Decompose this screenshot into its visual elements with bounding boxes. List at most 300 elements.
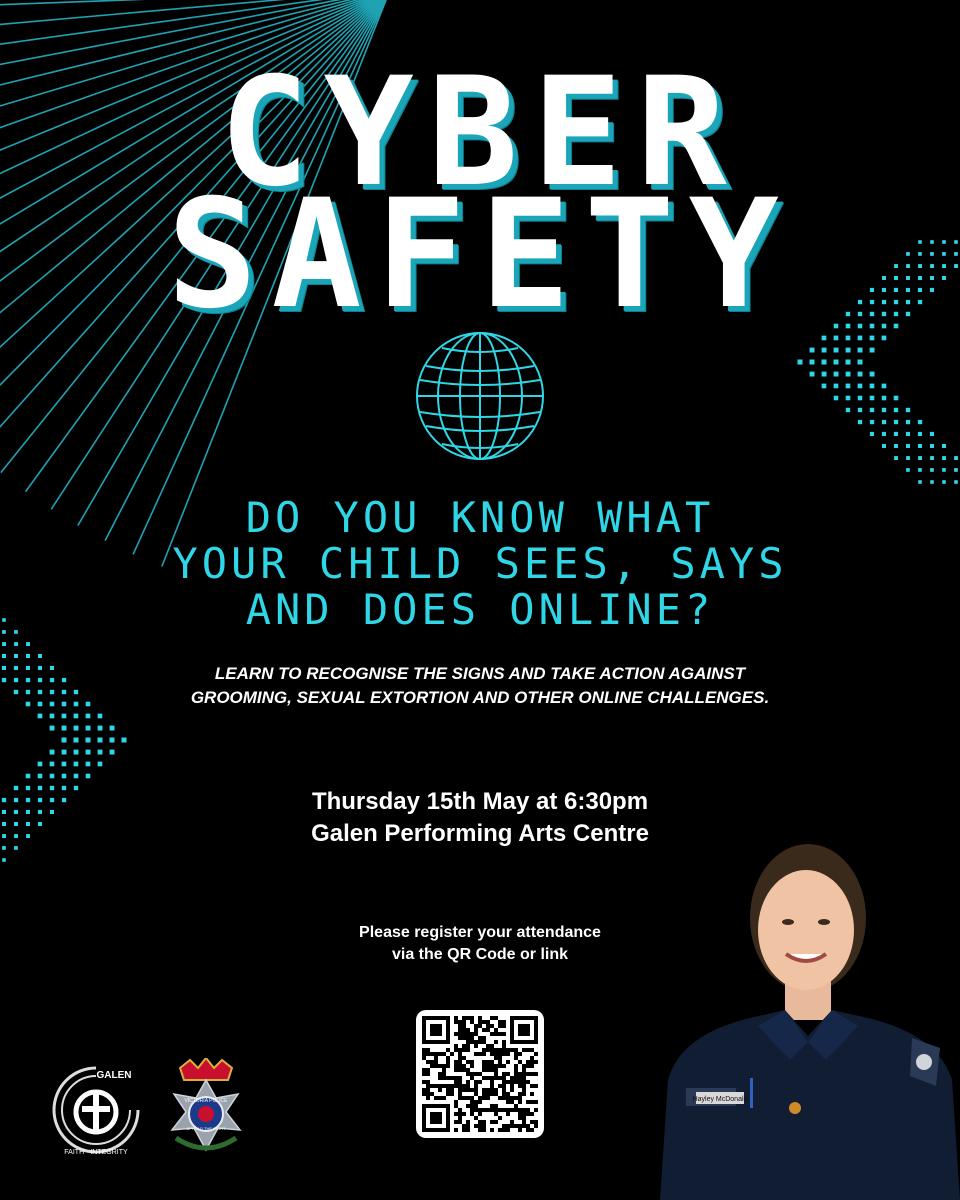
chevron-dot [26, 774, 31, 779]
qr-module [478, 1096, 482, 1100]
qr-module [534, 1052, 538, 1056]
qr-module [506, 1048, 510, 1052]
qr-module [426, 1048, 430, 1052]
qr-module [526, 1072, 530, 1076]
chevron-dot [870, 396, 875, 401]
chevron-dot [122, 738, 127, 743]
qr-module [478, 1112, 482, 1116]
qr-module [482, 1092, 486, 1096]
chevron-dot [834, 396, 839, 401]
qr-module [474, 1044, 478, 1048]
qr-module [470, 1064, 474, 1068]
qr-module [458, 1056, 462, 1060]
chevron-dot [26, 810, 30, 814]
qr-module [474, 1092, 478, 1096]
qr-module [510, 1120, 514, 1124]
qr-module [522, 1076, 526, 1080]
qr-module [514, 1108, 518, 1112]
qr-module [466, 1088, 470, 1092]
chevron-dot [50, 750, 55, 755]
qr-module [498, 1076, 502, 1080]
chevron-dot [810, 360, 815, 365]
qr-module [502, 1032, 506, 1036]
qr-module [478, 1100, 482, 1104]
qr-module [466, 1036, 470, 1040]
chevron-dot [858, 384, 863, 389]
qr-module [514, 1052, 518, 1056]
qr-module [446, 1076, 450, 1080]
qr-module [474, 1116, 478, 1120]
chevron-dot [26, 654, 30, 658]
qr-module [478, 1020, 482, 1024]
chevron-dot [870, 384, 875, 389]
qr-module [486, 1044, 490, 1048]
chevron-dot [846, 372, 851, 377]
chevron-dot [62, 750, 67, 755]
qr-module [446, 1064, 450, 1068]
qr-module [446, 1060, 450, 1064]
qr-module [430, 1064, 434, 1068]
qr-module [498, 1020, 502, 1024]
qr-module [498, 1060, 502, 1064]
subheadline-line-1: LEARN TO RECOGNISE THE SIGNS AND TAKE ACTION AGAINST [214, 664, 746, 683]
qr-module [454, 1100, 458, 1104]
qr-module [482, 1048, 486, 1052]
chevron-dot [882, 396, 887, 401]
qr-module [426, 1060, 430, 1064]
chevron-dot [918, 420, 922, 424]
qr-module [466, 1072, 470, 1076]
qr-module [490, 1088, 494, 1092]
subheadline-line-2: GROOMING, SEXUAL EXTORTION AND OTHER ONLINE CHALLENGES. [190, 688, 770, 707]
qr-module [466, 1060, 470, 1064]
chevron-dot [954, 468, 958, 472]
chevron-dot [930, 480, 934, 484]
chevron-dot [870, 348, 875, 353]
chevron-dot [930, 432, 934, 436]
qr-module [430, 1092, 434, 1096]
chevron-dot [918, 444, 922, 448]
qr-module [454, 1076, 458, 1080]
qr-module [522, 1116, 526, 1120]
qr-module [506, 1092, 510, 1096]
qr-module [470, 1016, 474, 1020]
qr-module [530, 1072, 534, 1076]
qr-module [450, 1084, 454, 1088]
qr-module [486, 1024, 490, 1028]
chevron-dot [930, 444, 934, 448]
qr-module [474, 1080, 478, 1084]
qr-module [502, 1040, 506, 1044]
qr-module [482, 1040, 486, 1044]
qr-module [486, 1092, 490, 1096]
chevron-dot [822, 360, 827, 365]
qr-module [482, 1120, 486, 1124]
qr-module [510, 1108, 514, 1112]
qr-module [534, 1100, 538, 1104]
chevron-dot [882, 336, 887, 341]
qr-module [530, 1128, 534, 1132]
chevron-dot [2, 858, 6, 862]
chevron-dot [74, 726, 79, 731]
dotted-chevron-left [2, 618, 127, 862]
qr-module [426, 1084, 430, 1088]
qr-module [470, 1112, 474, 1116]
chevron-dot [858, 360, 863, 365]
qr-module [490, 1128, 494, 1132]
qr-module [482, 1068, 486, 1072]
qr-module [466, 1080, 470, 1084]
qr-module [530, 1060, 534, 1064]
chevron-dot [14, 786, 18, 790]
chevron-dot [918, 468, 922, 472]
qr-module [454, 1112, 458, 1116]
qr-module [482, 1088, 486, 1092]
qr-module [478, 1120, 482, 1124]
qr-module [522, 1112, 526, 1116]
qr-module [498, 1128, 502, 1132]
qr-module [510, 1100, 514, 1104]
officer-name-badge: Hayley McDonald [692, 1096, 748, 1103]
qr-module [422, 1052, 426, 1056]
qr-module [458, 1064, 462, 1068]
qr-module [462, 1084, 466, 1088]
chevron-dot [846, 336, 851, 341]
qr-module [522, 1064, 526, 1068]
qr-module [470, 1104, 474, 1108]
qr-module [426, 1052, 430, 1056]
chevron-dot [62, 798, 66, 802]
qr-module [430, 1052, 434, 1056]
chevron-dot [2, 810, 6, 814]
qr-module [474, 1028, 478, 1032]
qr-module [470, 1036, 474, 1040]
chevron-dot [86, 750, 91, 755]
qr-module [458, 1108, 462, 1112]
qr-module [530, 1092, 534, 1096]
qr-module [518, 1072, 522, 1076]
qr-module [434, 1056, 438, 1060]
qr-module [474, 1024, 478, 1028]
qr-finder [518, 1024, 530, 1036]
chevron-dot [26, 678, 30, 682]
qr-module [514, 1064, 518, 1068]
chevron-dot [110, 738, 115, 743]
qr-module [438, 1076, 442, 1080]
chevron-dot [906, 420, 910, 424]
chevron-dot [834, 372, 839, 377]
qr-module [490, 1048, 494, 1052]
qr-module [526, 1064, 530, 1068]
chevron-dot [14, 810, 18, 814]
qr-finder [430, 1024, 442, 1036]
chevron-dot [870, 408, 874, 412]
chevron-dot [62, 738, 67, 743]
qr-module [514, 1080, 518, 1084]
chevron-dot [918, 480, 922, 484]
galen-logo-motto: FAITH · INTEGRITY [64, 1149, 128, 1156]
qr-module [498, 1048, 502, 1052]
chevron-dot [26, 666, 30, 670]
qr-module [522, 1088, 526, 1092]
qr-module [446, 1056, 450, 1060]
qr-module [466, 1068, 470, 1072]
qr-module [454, 1016, 458, 1020]
headline-line-2: YOUR CHILD SEES, SAYS [172, 539, 788, 588]
qr-module [518, 1096, 522, 1100]
qr-module [442, 1084, 446, 1088]
chevron-dot [834, 336, 839, 341]
qr-module [526, 1080, 530, 1084]
qr-module [470, 1072, 474, 1076]
chevron-dot [86, 726, 91, 731]
qr-module [458, 1020, 462, 1024]
qr-module [462, 1032, 466, 1036]
qr-module [442, 1052, 446, 1056]
qr-module [474, 1124, 478, 1128]
qr-module [494, 1048, 498, 1052]
qr-module [478, 1072, 482, 1076]
qr-module [474, 1108, 478, 1112]
qr-module [518, 1128, 522, 1132]
qr-module [422, 1068, 426, 1072]
chevron-dot [38, 798, 42, 802]
victoria-police-logo-icon [166, 1058, 246, 1154]
qr-module [462, 1036, 466, 1040]
register-line-1: Please register your attendance [359, 924, 601, 941]
qr-module [450, 1076, 454, 1080]
chevron-dot [894, 408, 898, 412]
qr-module [490, 1016, 494, 1020]
qr-module [454, 1020, 458, 1024]
chevron-dot [62, 726, 67, 731]
qr-module [502, 1044, 506, 1048]
chevron-dot [14, 666, 18, 670]
chevron-dot [74, 750, 79, 755]
qr-module [534, 1060, 538, 1064]
qr-module [482, 1128, 486, 1132]
qr-module [462, 1096, 466, 1100]
qr-module [434, 1084, 438, 1088]
chevron-dot [846, 396, 851, 401]
chevron-dot [918, 432, 922, 436]
chevron-dot [882, 420, 886, 424]
chevron-dot [858, 336, 863, 341]
qr-module [458, 1092, 462, 1096]
chevron-dot [62, 774, 67, 779]
qr-module [510, 1124, 514, 1128]
chevron-dot [74, 714, 79, 719]
qr-module [478, 1036, 482, 1040]
qr-module [462, 1016, 466, 1020]
chevron-dot [110, 726, 115, 731]
chevron-dot [38, 690, 42, 694]
chevron-dot [14, 822, 18, 826]
qr-module [438, 1088, 442, 1092]
qr-module [506, 1100, 510, 1104]
chevron-dot [38, 678, 42, 682]
qr-module [462, 1068, 466, 1072]
qr-module [478, 1024, 482, 1028]
qr-module [462, 1112, 466, 1116]
chevron-dot [50, 702, 55, 707]
qr-module [490, 1032, 494, 1036]
qr-module [458, 1028, 462, 1032]
chevron-dot [86, 702, 91, 707]
qr-module [502, 1076, 506, 1080]
qr-module [494, 1028, 498, 1032]
qr-module [454, 1120, 458, 1124]
qr-module [502, 1048, 506, 1052]
qr-module [466, 1044, 470, 1048]
qr-module [462, 1088, 466, 1092]
qr-module [482, 1060, 486, 1064]
chevron-dot [870, 372, 875, 377]
officer-photo [640, 830, 960, 1200]
qr-module [530, 1048, 534, 1052]
chevron-dot [38, 762, 43, 767]
qr-module [518, 1060, 522, 1064]
chevron-dot [14, 642, 18, 646]
qr-module [470, 1076, 474, 1080]
qr-module [534, 1072, 538, 1076]
qr-module [522, 1068, 526, 1072]
qr-module [486, 1096, 490, 1100]
chevron-dot [74, 702, 79, 707]
qr-module [454, 1068, 458, 1072]
qr-module [474, 1052, 478, 1056]
qr-module [434, 1052, 438, 1056]
qr-module [462, 1048, 466, 1052]
qr-module [502, 1088, 506, 1092]
qr-module [526, 1048, 530, 1052]
qr-module [494, 1064, 498, 1068]
qr-module [434, 1064, 438, 1068]
qr-module [454, 1044, 458, 1048]
qr-module [426, 1068, 430, 1072]
chevron-dot [942, 444, 946, 448]
chevron-dot [14, 834, 18, 838]
qr-module [462, 1028, 466, 1032]
chevron-dot [86, 714, 91, 719]
chevron-dot [62, 714, 67, 719]
chevron-dot [86, 774, 91, 779]
chevron-dot [834, 360, 839, 365]
qr-module [466, 1084, 470, 1088]
chevron-dot [26, 702, 31, 707]
qr-module [498, 1116, 502, 1120]
chevron-dot [50, 762, 55, 767]
qr-module [454, 1060, 458, 1064]
qr-module [518, 1052, 522, 1056]
qr-module [518, 1108, 522, 1112]
qr-module [486, 1088, 490, 1092]
chevron-dot [110, 750, 115, 755]
qr-code[interactable] [416, 1010, 544, 1138]
qr-module [494, 1072, 498, 1076]
qr-module [482, 1028, 486, 1032]
qr-module [422, 1088, 426, 1092]
chevron-dot [38, 666, 42, 670]
qr-module [462, 1056, 466, 1060]
chevron-dot [906, 408, 910, 412]
qr-module [502, 1084, 506, 1088]
chevron-dot [942, 468, 946, 472]
qr-module [454, 1104, 458, 1108]
chevron-dot [26, 798, 30, 802]
qr-module [514, 1072, 518, 1076]
qr-module [422, 1092, 426, 1096]
chevron-dot [2, 678, 6, 682]
qr-module [466, 1120, 470, 1124]
qr-module [482, 1124, 486, 1128]
chevron-dot [2, 642, 6, 646]
qr-module [462, 1128, 466, 1132]
chevron-dot [14, 654, 18, 658]
qr-module [482, 1096, 486, 1100]
chevron-dot [954, 456, 958, 460]
qr-module [490, 1076, 494, 1080]
chevron-dot [98, 738, 103, 743]
chevron-dot [930, 456, 934, 460]
qr-module [422, 1072, 426, 1076]
qr-module [462, 1124, 466, 1128]
chevron-dot [870, 336, 875, 341]
chevron-dot [62, 690, 66, 694]
qr-module [490, 1052, 494, 1056]
qr-module [466, 1104, 470, 1108]
qr-module [482, 1108, 486, 1112]
qr-module [510, 1076, 514, 1080]
qr-module [506, 1128, 510, 1132]
chevron-dot [846, 408, 850, 412]
chevron-dot [74, 762, 79, 767]
qr-module [526, 1128, 530, 1132]
qr-module [466, 1016, 470, 1020]
qr-module [522, 1080, 526, 1084]
qr-module [462, 1020, 466, 1024]
qr-module [458, 1120, 462, 1124]
qr-module [514, 1068, 518, 1072]
chevron-dot [858, 396, 863, 401]
chevron-dot [906, 432, 910, 436]
chevron-dot [894, 396, 899, 401]
qr-module [506, 1096, 510, 1100]
chevron-dot [810, 372, 815, 377]
qr-module [458, 1076, 462, 1080]
chevron-dot [14, 846, 18, 850]
qr-module [498, 1056, 502, 1060]
qr-module [446, 1092, 450, 1096]
qr-module [486, 1048, 490, 1052]
qr-module [498, 1096, 502, 1100]
chevron-dot [98, 726, 103, 731]
qr-module [490, 1080, 494, 1084]
qr-module [458, 1024, 462, 1028]
chevron-dot [798, 360, 803, 365]
qr-module [490, 1084, 494, 1088]
qr-module [446, 1084, 450, 1088]
qr-module [494, 1076, 498, 1080]
qr-module [522, 1108, 526, 1112]
qr-module [486, 1060, 490, 1064]
qr-module [502, 1024, 506, 1028]
qr-module [470, 1032, 474, 1036]
wire-globe-icon [412, 328, 548, 464]
qr-module [510, 1096, 514, 1100]
qr-module [518, 1116, 522, 1120]
qr-module [518, 1084, 522, 1088]
